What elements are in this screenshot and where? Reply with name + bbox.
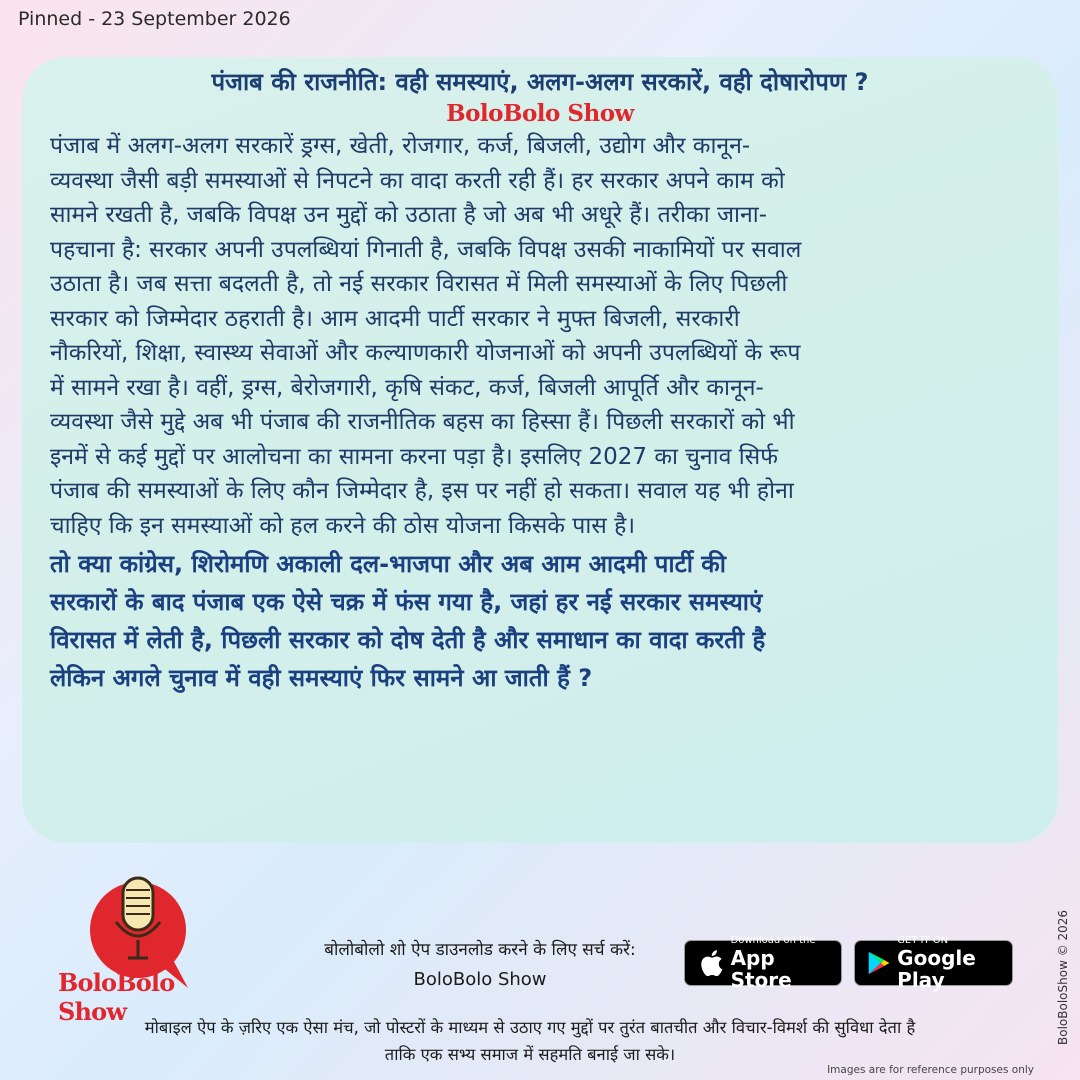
body-line: इनमें से कई मुद्दों पर आलोचना का सामना करना पड़ा है। इसलिए 2027 का चुनाव सिर्फ: [50, 443, 778, 470]
search-app-name: BoloBolo Show: [413, 969, 547, 990]
pinned-date: Pinned - 23 September 2026: [18, 8, 291, 30]
logo-text: BoloBolo Show: [58, 968, 175, 1026]
google-play-small-label: GET IT ON: [897, 935, 949, 946]
question-line: विरासत में लेती है, पिछली सरकार को दोष देती है और समाधान का वादा करती है: [50, 626, 766, 654]
post-card: [22, 57, 1058, 843]
body-line: व्यवस्था जैसी बड़ी समस्याओं से निपटने का वादा करती रही हैं। हर सरकार अपने काम को: [50, 167, 785, 194]
body-line: पहचाना है: सरकार अपनी उपलब्धियां गिनाती है, जबकि विपक्ष उसकी नाकामियों पर सवाल: [50, 236, 802, 263]
tagline-line: ताकि एक सभ्य समाज में सहमति बनाई जा सके।: [384, 1045, 676, 1064]
body-line: उठाता है। जब सत्ता बदलती है, तो नई सरकार विरासत में मिली समस्याओं के लिए पिछली: [50, 271, 788, 297]
search-prompt: [290, 935, 670, 995]
body-line: पंजाब की समस्याओं के लिए कौन जिम्मेदार है, इस पर नहीं हो सकता। सवाल यह भी होना: [50, 478, 794, 504]
body-line: में सामने रखा है। वहीं, ड्रग्स, बेरोजगारी, कृषि संकट, कर्ज, बिजली आपूर्ति और कानून-: [50, 374, 764, 401]
reference-note: Images are for reference purposes only: [827, 1064, 1034, 1076]
body-line: सामने रखती है, जबकि विपक्ष उन मुद्दों को उठाता है जो अब भी अधूरे हैं। तरीका जाना-: [50, 202, 768, 228]
app-store-button[interactable]: [684, 935, 842, 992]
app-store-small-label: Download on the: [730, 935, 816, 946]
question-line: लेकिन अगले चुनाव में वही समस्याएं फिर सामने आ जाती हैं ?: [50, 664, 593, 692]
body-line: सरकार को जिम्मेदार ठहराती है। आम आदमी पार्टी सरकार ने मुफ्त बिजली, सरकारी: [50, 305, 740, 332]
body-line: नौकरियों, शिक्षा, स्वास्थ्य सेवाओं और कल्याणकारी योजनाओं को अपनी उपलब्धियों के रूप: [50, 340, 801, 366]
post-body: [50, 129, 1030, 543]
body-line: पंजाब में अलग-अलग सरकारें ड्रग्स, खेती, रोजगार, कर्ज, बिजली, उद्योग और कानून-: [50, 133, 751, 159]
body-line: चाहिए कि इन समस्याओं को हल करने की ठोस योजना किसके पास है।: [50, 512, 636, 539]
google-play-button[interactable]: [854, 935, 1013, 992]
question-line: सरकारों के बाद पंजाब एक ऐसे चक्र में फंस गया है, जहां हर नई सरकार समस्याएं: [50, 588, 763, 616]
question-line: तो क्या कांग्रेस, शिरोमणि अकाली दल-भाजपा और अब आम आदमी पार्टी की: [50, 550, 726, 578]
post-question: [50, 545, 1030, 697]
play-icon: [867, 948, 891, 978]
search-prompt-text: बोलोबोलो शो ऐप डाउनलोड करने के लिए सर्च करें:: [324, 940, 636, 960]
brand-label: BoloBolo Show: [446, 100, 634, 127]
tagline-line: मोबाइल ऐप के ज़रिए एक ऐसा मंच, जो पोस्टरों के माध्यम से उठाए गए मुद्दों पर तुरंत बातचीत और विचार-विमर्श की सुविधा देता है: [144, 1018, 916, 1037]
app-store-label: App Store: [730, 946, 792, 992]
body-line: व्यवस्था जैसे मुद्दे अब भी पंजाब की राजनीतिक बहस का हिस्सा हैं। पिछली सरकारों को भी: [50, 409, 795, 435]
apple-icon: [697, 948, 725, 978]
post-title: पंजाब की राजनीति: वही समस्याएं, अलग-अलग सरकारें, वही दोषारोपण ?: [211, 68, 869, 96]
copyright: BoloBoloShow © 2026: [1056, 909, 1070, 1045]
app-tagline: [30, 1014, 1030, 1068]
google-play-label: Google Play: [897, 946, 976, 992]
